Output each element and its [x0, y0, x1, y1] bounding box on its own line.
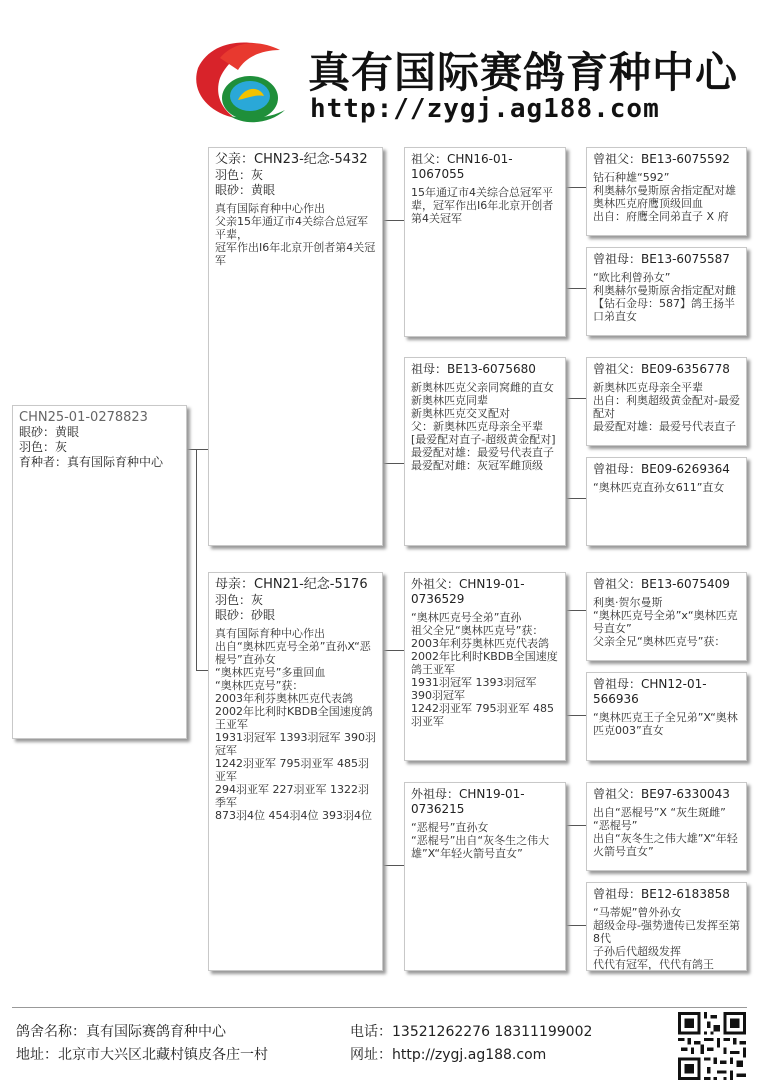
- connector: [383, 865, 404, 866]
- pgs-notes: 15年通辽市4关综合总冠军平辈，冠军作出I6年北京开创者第4关冠军: [411, 186, 554, 225]
- ggp-title: 曾祖父：BE13-6075592: [593, 152, 730, 166]
- connector: [196, 670, 208, 671]
- maternal-granddam-card[interactable]: [404, 782, 566, 971]
- connector: [566, 498, 586, 499]
- connector: [566, 925, 586, 926]
- great-grandparent-card[interactable]: [586, 247, 747, 336]
- dam-eye: 眼砂：砂眼: [215, 608, 276, 622]
- ggp-title: 曾祖母：CHN12-01-566936: [593, 677, 707, 706]
- header: [190, 38, 750, 128]
- connector: [566, 825, 586, 826]
- subject-color: 羽色：灰: [19, 440, 68, 454]
- ggp-title: 曾祖父：BE97-6330043: [593, 787, 730, 801]
- site-title: 真有国际赛鸽育种中心: [308, 48, 739, 97]
- connector: [196, 449, 197, 670]
- ggp-notes: 出自“恶棍号”X “灰生斑雌” “恶棍号” 出自“灰冬生之伟大雄”X“年轻火箭号直女”: [593, 806, 738, 858]
- ggp-title: 曾祖母：BE13-6075587: [593, 252, 730, 266]
- sire-color: 羽色：灰: [215, 168, 264, 182]
- connector: [566, 398, 586, 399]
- connector: [196, 449, 208, 450]
- connector: [383, 650, 404, 651]
- connector: [566, 187, 586, 188]
- paternal-grandsire-card[interactable]: [404, 147, 566, 337]
- connector: [383, 220, 384, 463]
- sire-notes: 真有国际育种中心作出 父亲15年通辽市4关综合总冠军平辈， 冠军作出I6年北京开创者第4关冠军: [215, 202, 376, 267]
- logo-icon: [190, 38, 300, 128]
- great-grandparent-card[interactable]: [586, 147, 747, 236]
- ggp-notes: “马蒂妮”曾外孙女 超级金母-强势遗传已发挥至第8代 子孙后代超级发挥 代代有冠军，代代有鸽王: [593, 906, 740, 971]
- ggp-title: 曾祖母：BE09-6269364: [593, 462, 730, 476]
- dam-card[interactable]: [208, 572, 383, 971]
- ggp-notes: “奥林匹克王子全兄弟”X“奥林匹克003”直女: [593, 711, 738, 737]
- subject-card[interactable]: [12, 405, 187, 739]
- great-grandparent-card[interactable]: [586, 357, 747, 446]
- pgd-notes: 新奥林匹克父亲同窝雌的直女 新奥林匹克同辈 新奥林匹克交叉配对 父：新奥林匹克母亲全平辈 [最爱配对直子-超级黄金配对] 最爱配对雄：最爱号代表直子 最爱配对雌：灰冠军雌顶级: [411, 381, 556, 472]
- maternal-grandsire-card[interactable]: [404, 572, 566, 761]
- footer-loft-name: 鸽舍名称：真有国际赛鸽育种中心: [16, 1024, 226, 1040]
- footer-divider: [12, 1007, 747, 1008]
- great-grandparent-card[interactable]: [586, 672, 747, 761]
- sire-card[interactable]: [208, 147, 383, 546]
- ggp-notes: 新奥林匹克母亲全平辈 出自：利奥超级黄金配对-最爱配对 最爱配对雄：最爱号代表直子: [593, 381, 740, 433]
- ggp-notes: 钻石种雄“592” 利奥赫尔曼斯原舍指定配对雄 奥林匹克府鹰顶级回血 出自：府鹰全同弟直子 X 府: [593, 171, 736, 223]
- ggp-notes: “欧比利曾孙女” 利奥赫尔曼斯原舍指定配对雌 【钻石金母：587】鸽王扬半口弟直女: [593, 271, 736, 323]
- ggp-title: 曾祖父：BE09-6356778: [593, 362, 730, 376]
- sire-title: 父亲：CHN23-纪念-5432: [215, 152, 368, 167]
- connector: [383, 463, 404, 464]
- site-url: http://zygj.ag188.com: [310, 94, 660, 124]
- footer-website[interactable]: 网址：http://zygj.ag188.com: [350, 1047, 547, 1063]
- mgs-notes: “奥林匹克号全弟”直孙 祖父全兄“奥林匹克号”获： 2003年利芬奥林匹克代表鸽 2002年比利时KBDB全国速度鸽王亚军 1931羽冠军 1393羽冠军 390羽冠军 1242羽亚军 795羽亚军 485羽亚军: [411, 611, 558, 728]
- connector: [566, 715, 586, 716]
- mgd-title: 外祖母：CHN19-01-0736215: [411, 787, 525, 816]
- footer-phone: 电话：13521262276 18311199002: [350, 1024, 593, 1040]
- pgs-title: 祖父：CHN16-01-1067055: [411, 152, 513, 181]
- subject-breeder: 育种者：真有国际育种中心: [19, 455, 164, 469]
- great-grandparent-card[interactable]: [586, 882, 747, 971]
- great-grandparent-card[interactable]: [586, 782, 747, 871]
- connector: [566, 610, 567, 715]
- great-grandparent-card[interactable]: [586, 457, 747, 546]
- connector: [566, 187, 567, 288]
- qr-code-icon[interactable]: [678, 1012, 746, 1080]
- subject-eye: 眼砂：黄眼: [19, 425, 80, 439]
- footer-address: 地址：北京市大兴区北藏村镇皮各庄一村: [16, 1047, 268, 1063]
- dam-notes: 真有国际育种中心作出 出自“奥林匹克号全弟”直孙X“恶棍号”直孙女 “奥林匹克号”多重回血 “奥林匹克号”获： 2003年利芬奥林匹克代表鸽 2002年比利时KBDB全国速度鸽王亚军 1931羽冠军 1393羽冠军 390羽冠军 1242羽亚军 795羽亚军 485羽亚军 294羽亚军 227羽亚军 1322羽季军 873羽4位 454羽4位 393羽4位: [215, 627, 376, 822]
- mgd-notes: “恶棍号”直孙女 “恶棍号”出自“灰冬生之伟大雄”X“年轻火箭号直女”: [411, 821, 550, 860]
- dam-title: 母亲：CHN21-纪念-5176: [215, 577, 368, 592]
- connector: [566, 288, 586, 289]
- great-grandparent-card[interactable]: [586, 572, 747, 661]
- connector: [383, 650, 384, 865]
- connector: [383, 220, 404, 221]
- ggp-title: 曾祖母：BE12-6183858: [593, 887, 730, 901]
- ggp-notes: “奥林匹克直孙女611”直女: [593, 481, 725, 494]
- dam-color: 羽色：灰: [215, 593, 264, 607]
- subject-ring: CHN25-01-0278823: [19, 410, 148, 425]
- ggp-notes: 利奥·贺尔曼斯 “奥林匹克号全弟”x“奥林匹克号直女” 父亲全兄“奥林匹克号”获：: [593, 596, 738, 648]
- connector: [566, 610, 586, 611]
- ggp-title: 曾祖父：BE13-6075409: [593, 577, 730, 591]
- connector: [566, 825, 567, 925]
- connector: [566, 398, 567, 498]
- paternal-granddam-card[interactable]: [404, 357, 566, 546]
- pgd-title: 祖母：BE13-6075680: [411, 362, 536, 376]
- sire-eye: 眼砂：黄眼: [215, 183, 276, 197]
- connector: [187, 449, 196, 450]
- mgs-title: 外祖父：CHN19-01-0736529: [411, 577, 525, 606]
